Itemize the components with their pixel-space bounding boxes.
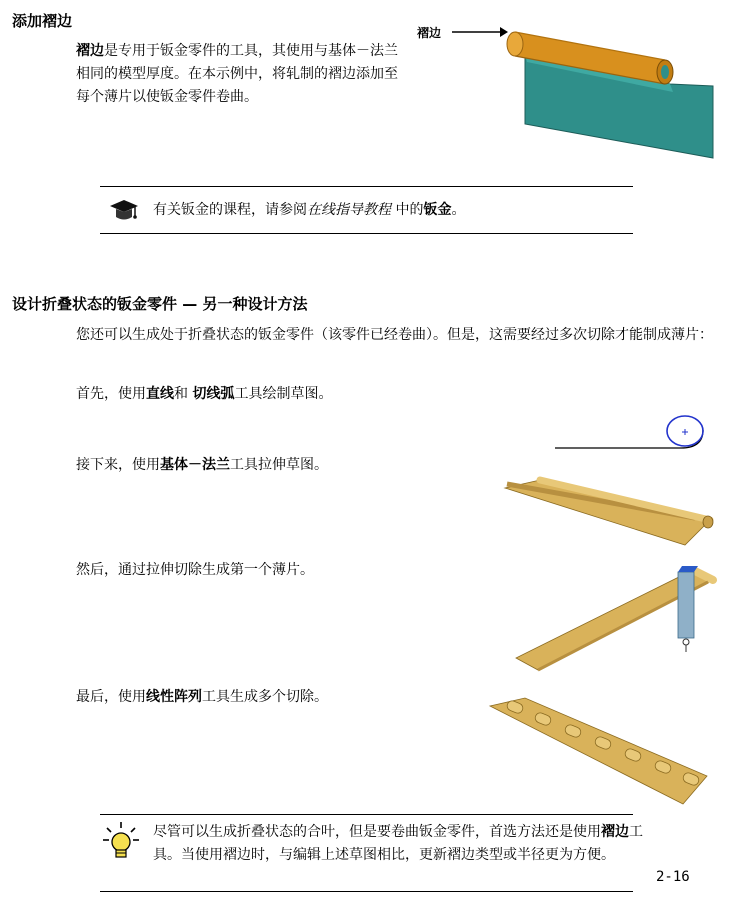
tip-hem: 褶边 — [601, 824, 629, 840]
hem-illustration — [505, 14, 720, 164]
step-1-arc: 切线弧 — [192, 386, 235, 402]
step-3: 然后，通过拉伸切除生成第一个薄片。 — [76, 562, 314, 578]
step-4-pre: 最后，使用 — [76, 689, 146, 705]
tip-bottom-rule — [100, 891, 633, 892]
hem-description-text: 是专用于钣金零件的工具，其使用与基体－法兰相同的模型厚度。在本示例中，将轧制的褶边添加至每个薄片以使钣金零件卷曲。 — [76, 43, 398, 105]
step-4-post: 工具生成多个切除。 — [202, 689, 328, 705]
step-2 — [76, 454, 328, 477]
tip-text — [153, 821, 645, 867]
base-flange-illustration — [495, 470, 720, 550]
lightbulb-icon — [101, 820, 141, 864]
hem-description — [76, 40, 411, 109]
note-middle: 中的 — [391, 202, 424, 218]
sketch-illustration — [553, 410, 713, 452]
step-1 — [76, 383, 332, 406]
note-suffix: 。 — [451, 202, 466, 218]
page-number: 2-16 — [656, 869, 690, 885]
extruded-cut-illustration — [508, 560, 723, 680]
note-top-rule — [100, 186, 633, 187]
tutorial-note — [153, 199, 623, 222]
note-sheet-metal: 钣金 — [423, 202, 452, 218]
section-title-hem: 添加褶边 — [12, 12, 73, 30]
hem-callout-label: 褶边 — [417, 26, 442, 40]
online-tutorial-link[interactable]: 在线指导教程 — [307, 202, 391, 218]
step-1-mid: 和 — [174, 386, 193, 402]
tip-pre: 尽管可以生成折叠状态的合叶，但是要卷曲钣金零件，首选方法还是使用 — [153, 824, 601, 840]
graduation-cap-icon — [108, 197, 140, 223]
step-4-linear-pattern: 线性阵列 — [146, 689, 202, 705]
step-1-pre: 首先，使用 — [76, 386, 146, 402]
step-1-line: 直线 — [146, 386, 174, 402]
note-bottom-rule — [100, 233, 633, 234]
folded-intro: 您还可以生成处于折叠状态的钣金零件（该零件已经卷曲）。但是，这需要经过多次切除才能制成薄片： — [76, 327, 713, 343]
note-prefix: 有关钣金的课程，请参阅 — [153, 202, 307, 218]
tip-top-rule — [100, 814, 633, 815]
step-2-post: 工具拉伸草图。 — [230, 457, 328, 473]
tip-post: 工具。当使用褶边时，与编辑上述草图相比，更新褶边类型或半径更为方便。 — [153, 824, 643, 863]
step-2-pre: 接下来，使用 — [76, 457, 160, 473]
linear-pattern-illustration — [485, 692, 715, 810]
hem-bold-term: 褶边 — [76, 43, 104, 59]
step-1-post: 工具绘制草图。 — [234, 386, 333, 402]
step-2-base-flange: 基体－法兰 — [160, 457, 230, 473]
section-title-folded: 设计折叠状态的钣金零件 — 另一种设计方法 — [12, 295, 308, 313]
callout-arrow-icon — [450, 26, 510, 38]
step-4 — [76, 686, 328, 709]
